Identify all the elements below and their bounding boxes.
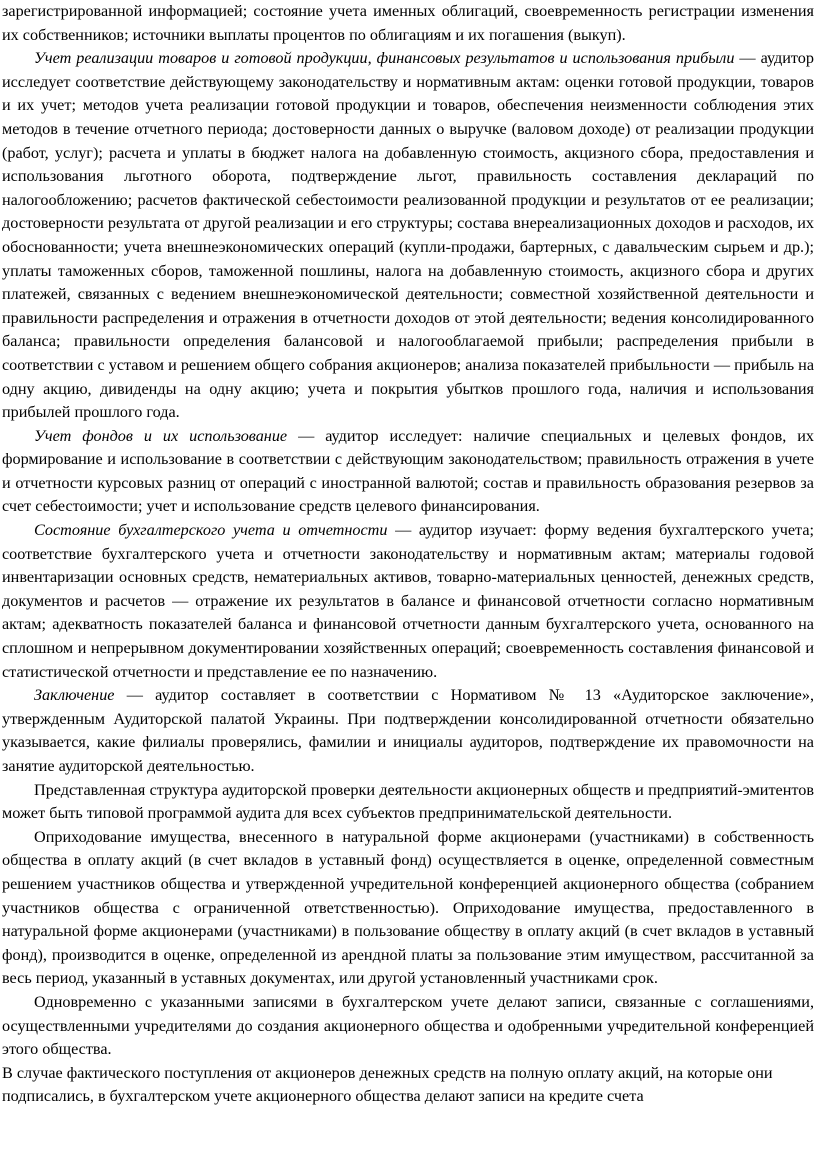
paragraph-lead-italic: Учет фондов и их использование bbox=[34, 426, 288, 445]
paragraph-funds-accounting bbox=[2, 425, 814, 519]
paragraph-property-receipt bbox=[2, 826, 814, 991]
paragraph-conclusion bbox=[2, 684, 814, 778]
paragraph-text: зарегистрированной информацией; состояние учета именных облигаций, своевременность регистрации изменения их собственников; источники выплаты процентов по облигациям и их погашения (выкуп). bbox=[2, 2, 814, 44]
paragraph-structure bbox=[2, 779, 814, 826]
paragraph-accounting-state bbox=[2, 519, 814, 684]
paragraph-text: — аудитор составляет в соответствии с Нормативом № 13 «Аудиторское заключение», утвержденным Аудиторской палатой Украины. При подтверждении консолидированной отчетности обязательно указывается, какие филиалы проверялись, фамилии и инициалы аудиторов, подтверждение их правомочности на занятие аудиторской деятельностью. bbox=[2, 686, 814, 775]
paragraph-cash-receipt bbox=[2, 1062, 814, 1109]
paragraph-text: В случае фактического поступления от акционеров денежных средств на полную оплату акций, на которые они подписались, в бухгалтерском учете акционерного общества делают записи на кредите счета bbox=[2, 1063, 773, 1106]
paragraph-sales-accounting bbox=[2, 47, 814, 425]
paragraph-text: Представленная структура аудиторской проверки деятельности акционерных обществ и предприятий-эмитентов может быть типовой программой аудита для всех субъектов предпринимательской деятельности. bbox=[2, 780, 814, 823]
paragraph-text: — аудитор исследует соответствие действующему законодательству и нормативным актам: оценки готовой продукции, товаров и их учет; методов учета реализации готовой продукции и товаров, обеспечения неизменности соблюдения этих методов в течение отчетного периода; достоверности данных о выручке (валовом доходе) от реализации продукции (работ, услуг); расчета и уплаты в бюджет налога на добавленную стоимость, акцизного сбора, предоставления и использования льготного оборота, подтверждение льгот, правильность составления деклараций по налогообложению; расчетов фактической себестоимости реализованной продукции и результатов от ее реализации; достоверности результата от другой реализации и его структуры; состава внереализационных доходов и расходов, их обоснованности; учета внешнеэкономических операций (купли-продажи, бартерных, с давальческим сырьем и др.); уплаты таможенных сборов, таможенной пошлины, налога на добавленную стоимость, акцизного сбора и других платежей, связанных с ведением внешнеэкономической деятельности; совместной хозяйственной деятельности и правильности распределения и отражения в отчетности доходов от этой деятельности; ведения консолидированного баланса; правильности определения балансовой и налогооблагаемой прибыли; распределения прибыли в соответствии с уставом и решением общего собрания акционеров; анализа показателей прибыльности — прибыль на одну акцию, дивиденды на одну акцию; учета и покрытия убытков прошлого года, наличия и использования прибылей прошлого года. bbox=[2, 49, 814, 422]
paragraph-text: — аудитор исследует: наличие специальных и целевых фондов, их формирование и использование в соответствии с действующим законодательством; правильность отражения в учете и отчетности курсовых разниц от операций с иностранной валютой; состав и правильность образования резервов за счет себестоимости; учет и использование средств целевого финансирования. bbox=[2, 426, 814, 516]
paragraph-text: Оприходование имущества, внесенного в натуральной форме акционерами (участниками) в собственность общества в оплату акций (в счет вкладов в уставный фонд) осуществляется в оценке, определенной совместным решением участников общества и утвержденной учредительной конференцией акционерного общества (собранием участников общества с ограниченной ответственностью). Оприходование имущества, предоставленного в натуральной форме акционерами (участниками) в пользование обществу в оплату акций (в счет вкладов в уставный фонд), производится в оценке, определенной из арендной платы за пользование этим имуществом, рассчитанной за весь период, указанный в уставных документах, или другой установленный участниками срок. bbox=[2, 827, 814, 988]
paragraph-lead-italic: Заключение bbox=[34, 686, 115, 705]
paragraph-continuation bbox=[2, 0, 814, 47]
paragraph-simultaneous-records bbox=[2, 991, 814, 1062]
paragraph-lead-italic: Учет реализации товаров и готовой продукции, финансовых результатов и использования прибыли bbox=[34, 49, 735, 68]
paragraph-text: Одновременно с указанными записями в бухгалтерском учете делают записи, связанные с соглашениями, осуществленными учредителями до создания акционерного общества и одобренными учредительной конференцией этого общества. bbox=[2, 992, 814, 1059]
paragraph-lead-italic: Состояние бухгалтерского учета и отчетности bbox=[34, 521, 388, 540]
paragraph-text: — аудитор изучает: форму ведения бухгалтерского учета; соответствие бухгалтерского учета и отчетности законодательству и нормативным актам; материалы годовой инвентаризации основных средств, нематериальных активов, товарно-материальных ценностей, денежных средств, документов и расчетов — отражение их результатов в балансе и финансовой отчетности согласно нормативным актам; адекватность показателей баланса и финансовой отчетности данным бухгалтерского учета, основанного на сплошном и непрерывном документировании хозяйственных операций; своевременность составления финансовой и статистической отчетности и представление ее по назначению. bbox=[2, 521, 815, 681]
